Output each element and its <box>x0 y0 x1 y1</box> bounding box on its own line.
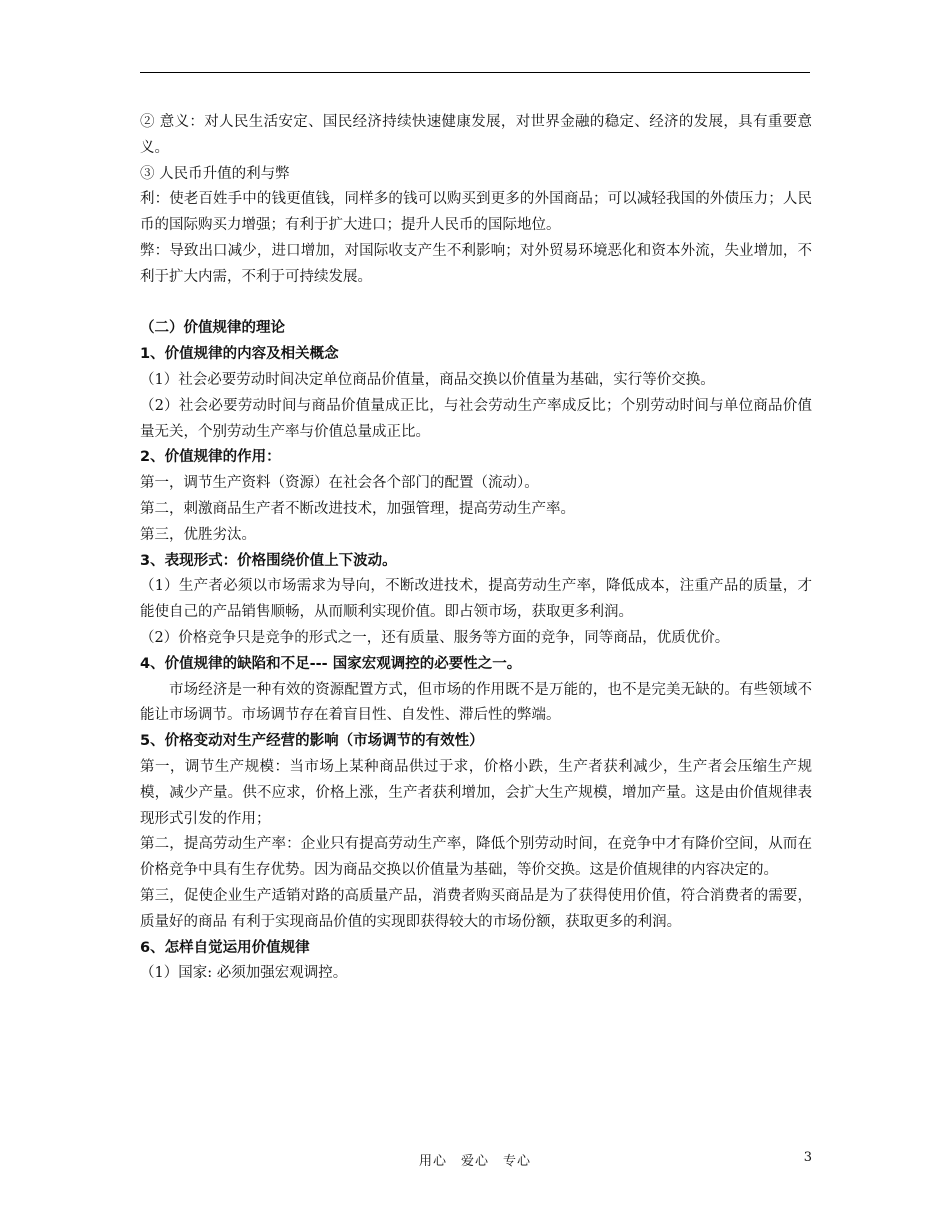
section-heading: 2、价值规律的作用： <box>140 449 281 466</box>
section-heading: 3、表现形式：价格围绕价值上下波动。 <box>140 552 397 569</box>
footer-motto: 用心 爱心 专心 <box>418 1154 531 1169</box>
body-paragraph: ② 意义：对人民生活安定、国民经济持续快速健康发展，对世界金融的稳定、经济的发展，具有重要意义。 <box>140 114 812 156</box>
body-paragraph: （2）价格竞争只是竞争的形式之一，还有质量、服务等方面的竞争，同等商品，优质优价。 <box>140 629 730 646</box>
body-paragraph: 第二，提高劳动生产率：企业只有提高劳动生产率，降低个别劳动时间，在竞争中才有降价空间，从而在价格竞争中具有生存优势。因为商品交换以价值量为基础，等价交换。这是价值规律的内容决定的。 <box>140 836 812 879</box>
document-body <box>140 110 812 987</box>
body-paragraph: 弊：导致出口减少，进口增加，对国际收支产生不利影响；对外贸易环境恶化和资本外流，失业增加，不利于扩大内需，不利于可持续发展。 <box>140 242 812 285</box>
body-paragraph: 利：使老百姓手中的钱更值钱，同样多的钱可以购买到更多的外国商品；可以减轻我国的外债压力；人民币的国际购买力增强；有利于扩大进口；提升人民币的国际地位。 <box>140 191 812 234</box>
body-paragraph: （2）社会必要劳动时间与商品价值量成正比，与社会劳动生产率成反比；个别劳动时间与单位商品价值量无关，个别劳动生产率与价值总量成正比。 <box>140 397 812 440</box>
section-heading: 1、价值规律的内容及相关概念 <box>140 346 339 363</box>
body-paragraph: 第三，优胜劣汰。 <box>140 526 256 543</box>
body-paragraph: 市场经济是一种有效的资源配置方式，但市场的作用既不是万能的，也不是完美无缺的。有些领域不能让市场调节。市场调节存在着盲目性、自发性、滞后性的弊端。 <box>140 681 812 724</box>
paragraph-spacer <box>140 291 812 317</box>
section-heading: （二）价值规律的理论 <box>140 320 285 337</box>
section-heading: 5、价格变动对生产经营的影响（市场调节的有效性） <box>140 733 484 750</box>
body-paragraph: 第一，调节生产资料（资源）在社会各个部门的配置（流动）。 <box>140 475 539 492</box>
body-paragraph: 第二，刺激商品生产者不断改进技术，加强管理，提高劳动生产率。 <box>140 500 575 517</box>
page-footer <box>0 1150 950 1174</box>
body-paragraph: （1）生产者必须以市场需求为导向，不断改进技术，提高劳动生产率，降低成本，注重产品的质量，才能使自己的产品销售顺畅，从而顺利实现价值。即占领市场，获取更多利润。 <box>140 578 812 621</box>
body-paragraph: 第一，调节生产规模：当市场上某种商品供过于求，价格小跌，生产者获利减少，生产者会压缩生产规模，减少产量。供不应求，价格上涨，生产者获利增加，会扩大生产规模，增加产量。这是由价值规律表现形式引发的作用； <box>140 758 812 827</box>
body-paragraph: 第三，促使企业生产适销对路的高质量产品，消费者购买商品是为了获得使用价值，符合消费者的需要，质量好的商品 有利于实现商品价值的实现即获得较大的市场份额，获取更多的利润。 <box>140 887 812 930</box>
body-paragraph: （1）社会必要劳动时间决定单位商品价值量，商品交换以价值量为基础，实行等价交换。 <box>140 371 715 388</box>
body-paragraph: （1）国家: 必须加强宏观调控。 <box>140 965 348 982</box>
section-heading: 6、怎样自觉运用价值规律 <box>140 939 310 956</box>
section-heading: 4、价值规律的缺陷和不足--- 国家宏观调控的必要性之一。 <box>140 655 522 672</box>
body-paragraph: ③ 人民币升值的利与弊 <box>140 165 290 182</box>
page-number: 3 <box>803 1150 812 1165</box>
header-rule <box>140 72 810 73</box>
